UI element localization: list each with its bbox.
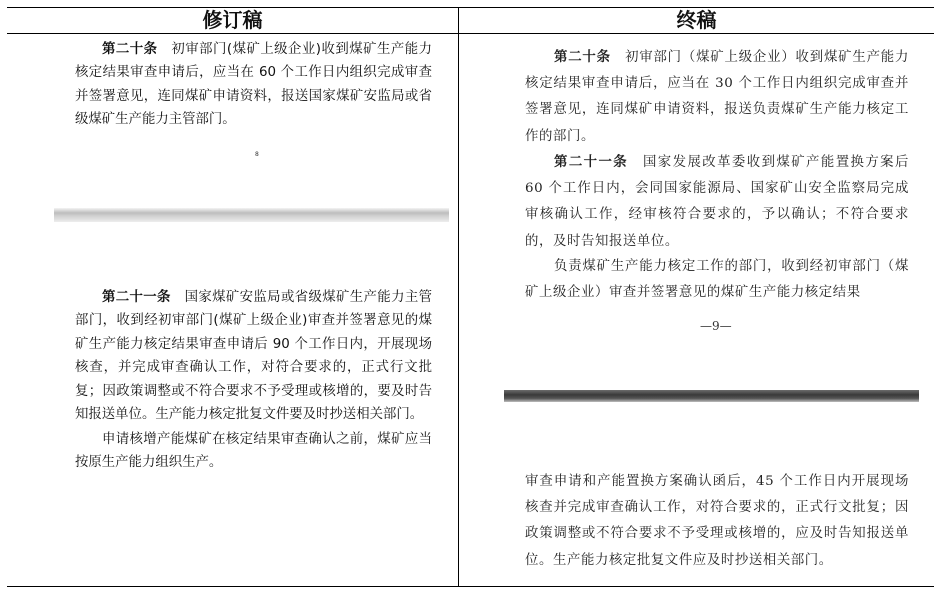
left-article-20 [75,38,432,132]
article-text: 国家煤矿安监局或省级煤矿生产能力主管部门，收到经初审部门(煤矿上级企业)审查并签署意见的煤矿生产能力核定结果审查申请后 90 个工作日内，开展现场核查，并完成审查确认工作，对符合要求的，正式行文批复；因政策调整或不符合要求不予受理或核增的，要及时告知报送单位。生产能力核定批复文件要及时抄送相关部门。 [75,290,432,423]
article-title: 第二十一条 [102,290,171,305]
column-header-revision: 修订稿 [202,8,263,32]
article-title: 第二十一条 [554,154,629,170]
right-article-21-para2: 负责煤矿生产能力核定工作的部门，收到经初审部门（煤矿上级企业）审查并签署意见的煤矿生产能力核定结果 [525,259,909,301]
right-page-number-9: —9— [700,319,732,333]
article-text: 初审部门（煤矿上级企业）收到煤矿生产能力核定结果审查申请后，应当在 30 个工作日内组织完成审查并签署意见，连同煤矿申请资料，报送负责煤矿生产能力核定工作的部门。 [525,50,910,144]
article-text: 初审部门(煤矿上级企业)收到煤矿生产能力核定结果审查申请后，应当在 60 个工作日内组织完成审查并签署意见，连同煤矿申请资料，报送国家煤矿安监局或省级煤矿生产能力主管部门。 [75,42,433,128]
right-article-21 [525,149,909,255]
header-divider [7,33,934,34]
article-title: 第二十条 [554,49,611,65]
left-page-number-8: 8 [255,151,259,158]
right-article-20 [525,44,909,150]
left-article-21-para2: 申请核增产能煤矿在核定结果审查确认之前，煤矿应当按原生产能力组织生产。 [75,432,432,471]
left-article-21 [75,286,432,426]
article-text: 国家发展改革委收到煤矿产能置换方案后 60 个工作日内，会同国家能源局、国家矿山安全监察局完成审核确认工作，经审核符合要求的，予以确认；不符合要求的，及时告知报送单位。 [525,155,909,249]
column-divider [458,7,459,586]
column-header-final: 终稿 [676,8,717,32]
article-title: 第二十条 [102,42,158,57]
right-article-21-continued: 审查申请和产能置换方案确认函后，45 个工作日内开展现场核查并完成审查确认工作，对符合要求的，正式行文批复；因政策调整或不符合要求不予受理或核增的，应及时告知报送单位。生产能力核定批复文件应及时抄送相关部门。 [525,474,909,568]
right-page-break [504,390,919,402]
left-page-break [54,208,449,222]
